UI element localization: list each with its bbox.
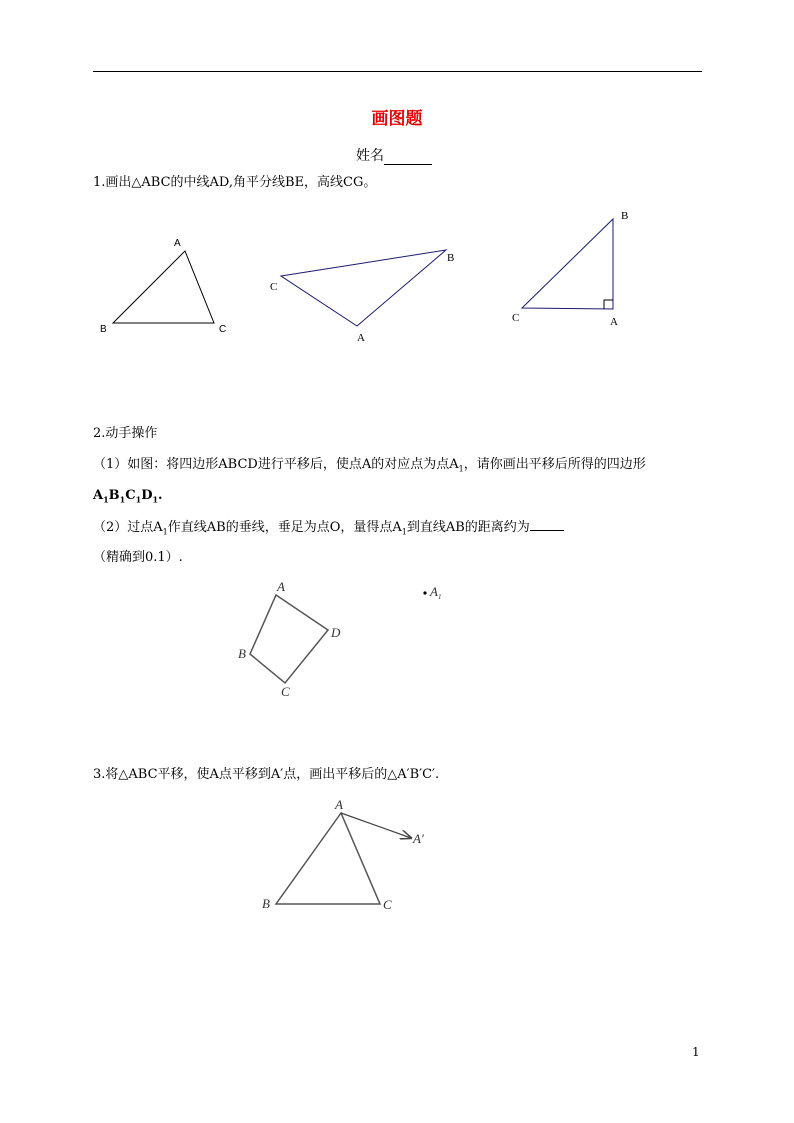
quad-label-c: C [281,684,290,699]
t2-label-a: A [357,332,365,344]
right-angle-mark [604,300,613,309]
t1-label-a: A [174,238,181,249]
t1-label-b: B [100,324,107,335]
triangle-3 [512,210,628,328]
t4-label-a: A [335,797,343,812]
t3-label-a: A [610,316,618,328]
triangle-2 [270,250,454,344]
t1-label-c: C [219,324,227,335]
question-2-part-1: （1）如图：将四边形ABCD进行平移后，使点A的对应点为点$A_1$，请你画出平移后所得的四边形 [93,457,646,474]
t3-label-b: B [621,210,629,222]
quadrilateral-abcd [238,579,341,699]
translation-arrow [341,813,411,838]
triangle-translate [262,797,424,912]
question-2-precision: （精确到0.1）. [93,550,183,565]
t2-label-b: B [447,252,455,264]
t4-label-c: C [383,897,392,912]
t3-label-c: C [512,312,520,324]
t4-label-b: B [262,896,270,911]
quad-label-a: A [277,579,285,594]
page-number: 1 [692,1045,700,1059]
question-2-heading: 2.动手操作 [93,426,158,441]
question-1: 1.画出△ABC的中线AD,角平分线BE，高线CG。 [93,175,377,190]
quad-label-b: B [238,646,246,661]
t2-label-c: C [270,281,278,293]
question-2-part-2: （2）过点$A_1$作直线AB的垂线，垂足为点O，量得点$A_1$到直线AB的距离约为 [93,518,564,542]
svg-text:A1: $A_1$ [430,584,442,601]
triangle-1 [100,238,226,335]
name-label: 姓名 [356,148,384,164]
point-a1 [423,584,441,601]
question-3: 3.将△ABC平移，使A点平移到A′点，画出平移后的△A′B′C′. [93,767,440,782]
page-title: 画图题 [371,109,423,129]
quad-label-d: D [331,625,341,640]
t4-label-a-prime: A′ [413,831,424,846]
question-2-part-1-cont: $A_1B_1C_1D_1$. [93,488,163,505]
